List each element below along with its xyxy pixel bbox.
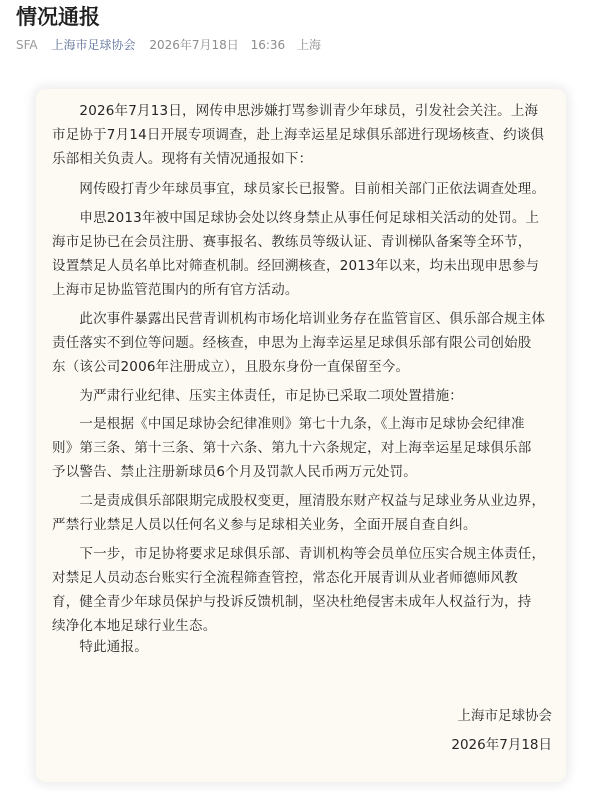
text-line: 严禁行业禁足人员以任何名义参与足球相关业务，全面开展自查自纠。 [52,517,477,533]
text-line: 此次事件暴露出民营青训机构市场化培训业务存在监管盲区、俱乐部合规主体 [52,311,546,327]
text-line: 申思2013年被中国足球协会处以终身禁止从事任何足球相关活动的处罚。上 [52,210,540,226]
text-line: 2026年7月13日，网传申思涉嫌打骂参训青少年球员，引发社会关注。上海 [52,103,539,119]
text-line: 则》第三条、第十三条、第十六条、第九十六条规定，对上海幸运星足球俱乐部 [52,440,532,456]
text-line: 二是责成俱乐部限期完成股权变更，厘清股东财产权益与足球业务从业边界， [52,493,546,509]
text-line: 责任落实不到位等问题。经核查，申思为上海幸运星足球俱乐部有限公司创始股 [52,335,532,351]
text-line: 乐部相关负责人。现将有关情况通报如下： [52,151,313,167]
text-line: 上海市足协监管范围内的所有官方活动。 [52,282,299,298]
paragraph [52,307,545,379]
text-line: 育，健全青少年球员保护与投诉反馈机制，坚决杜绝侵害未成年人权益行为，持 [52,594,532,610]
text-line: 续净化本地足球行业生态。 [52,618,217,634]
publish-location: 上海 [297,38,322,52]
paragraph [52,489,545,537]
paragraph [52,542,545,638]
paragraph [52,99,544,171]
text-line: 一是根据《中国足球协会纪律准则》第七十九条，《上海市足球协会纪律准 [52,416,525,432]
paragraph [52,635,148,659]
publish-date: 2026年7月18日 [149,38,239,52]
text-line: 对禁足人员动态台账实行全流程筛查管控，常态化开展青训从业者师德师风教 [52,570,518,586]
text-line: 予以警告、禁止注册新球员6个月及罚款人民币两万元处罚。 [52,464,417,480]
source-label: SFA [16,38,38,52]
paragraph [52,412,532,484]
paragraph [52,384,463,408]
article-meta [16,37,321,53]
text-line: 网传殴打青少年球员事宜，球员家长已报警。目前相关部门正依法调查处理。 [52,181,546,197]
signature-date: 2026年7月18日 [451,737,552,753]
paragraph [52,206,539,302]
text-line: 特此通报。 [52,639,148,655]
text-line: 下一步，市足协将要求足球俱乐部、青训机构等会员单位压实合规主体责任， [52,546,546,562]
text-line: 市足协于7月14日开展专项调查，赴上海幸运星足球俱乐部进行现场核查、约谈俱 [52,127,545,143]
publish-time: 16:36 [250,38,286,52]
text-line: 海市足协已在会员注册、赛事报名、教练员等级认证、青训梯队备案等全环节， [52,234,532,250]
notice-card [36,89,566,782]
paragraph [52,177,545,201]
account-name-link[interactable]: 上海市足球协会 [51,38,136,52]
page-title: 情况通报 [16,5,100,29]
text-line: 设置禁足人员名单比对筛查机制。经回溯核查，2013年以来，均未出现申思参与 [52,258,540,274]
text-line: 为严肃行业纪律、压实主体责任，市足协已采取二项处置措施： [52,388,463,404]
text-line: 东（该公司2006年注册成立），且股东身份一直保留至今。 [52,359,410,375]
signature-organization: 上海市足球协会 [457,708,552,724]
